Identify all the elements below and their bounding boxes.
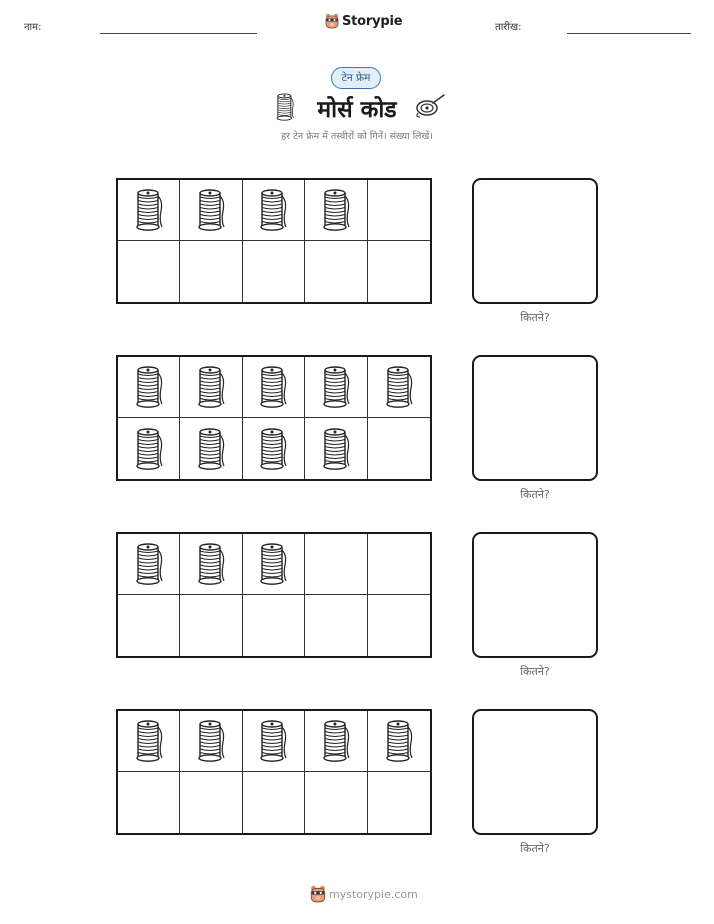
- thread-spool-icon: [196, 364, 226, 410]
- frame-cell: [180, 180, 242, 241]
- thread-spool-icon: [196, 541, 226, 587]
- answer-box-1[interactable]: [472, 178, 598, 304]
- thread-spool-icon: [196, 718, 226, 764]
- frame-cell: [118, 711, 180, 772]
- frame-cell: [305, 180, 367, 241]
- frame-cell: [243, 241, 305, 302]
- answer-box-4[interactable]: [472, 709, 598, 835]
- answer-label-1: कितने?: [520, 311, 550, 324]
- thread-spool-icon: [196, 187, 226, 233]
- frame-cell: [305, 418, 367, 479]
- thread-spool-icon: [134, 187, 164, 233]
- topic-badge: टेन फ्रेम: [331, 67, 381, 89]
- thread-spool-icon: [321, 426, 351, 472]
- date-field[interactable]: [567, 33, 691, 34]
- frame-cell: [118, 595, 180, 656]
- telegraph-key-icon: [414, 93, 446, 119]
- frame-cell: [118, 418, 180, 479]
- frame-cell: [180, 711, 242, 772]
- frame-cell: [180, 595, 242, 656]
- storypie-logo-icon: [325, 13, 339, 29]
- frame-cell: [118, 180, 180, 241]
- frame-cell: [180, 534, 242, 595]
- frame-cell: [305, 357, 367, 418]
- frame-cell: [243, 180, 305, 241]
- frame-cell: [368, 180, 430, 241]
- footer: [310, 885, 418, 903]
- thread-spool-icon: [134, 541, 164, 587]
- answer-label-4: कितने?: [520, 842, 550, 855]
- thread-spool-icon: [134, 426, 164, 472]
- thread-spool-icon: [258, 541, 288, 587]
- page-title: मोर्स कोड: [317, 97, 397, 123]
- brand-name: Storypie: [342, 13, 403, 29]
- thread-spool-icon: [384, 718, 414, 764]
- frame-cell: [243, 711, 305, 772]
- name-label: नाम:: [24, 22, 42, 33]
- answer-label-3: कितने?: [520, 665, 550, 678]
- frame-cell: [305, 534, 367, 595]
- brand-logo: [325, 13, 402, 29]
- thread-spool-icon: [258, 426, 288, 472]
- frame-cell: [243, 534, 305, 595]
- frame-cell: [305, 711, 367, 772]
- frame-cell: [368, 418, 430, 479]
- frame-cell: [243, 357, 305, 418]
- frame-cell: [368, 534, 430, 595]
- frame-cell: [118, 241, 180, 302]
- frame-cell: [368, 357, 430, 418]
- frame-cell: [180, 357, 242, 418]
- name-field[interactable]: [100, 33, 257, 34]
- storypie-logo-icon: [310, 885, 326, 903]
- thread-spool-icon: [258, 187, 288, 233]
- frame-cell: [118, 772, 180, 833]
- thread-spool-icon: [321, 718, 351, 764]
- footer-url: mystorypie.com: [329, 887, 418, 901]
- thread-spool-icon: [196, 426, 226, 472]
- thread-spool-icon: [258, 364, 288, 410]
- frame-cell: [180, 241, 242, 302]
- answer-box-3[interactable]: [472, 532, 598, 658]
- frame-cell: [368, 241, 430, 302]
- thread-spool-icon: [134, 364, 164, 410]
- frame-cell: [368, 595, 430, 656]
- thread-spool-icon: [134, 718, 164, 764]
- frame-cell: [243, 772, 305, 833]
- frame-cell: [305, 241, 367, 302]
- thread-spool-icon: [321, 187, 351, 233]
- frame-cell: [305, 772, 367, 833]
- frame-cell: [243, 595, 305, 656]
- frame-cell: [243, 418, 305, 479]
- frame-cell: [118, 534, 180, 595]
- frame-cell: [368, 772, 430, 833]
- thread-spool-icon: [384, 364, 414, 410]
- ten-frame-4: [116, 709, 432, 835]
- thread-spool-icon: [321, 364, 351, 410]
- ten-frame-3: [116, 532, 432, 658]
- instructions: हर टेन फ्रेम में तस्वीरों को गिनें। संख्या लिखें।: [281, 131, 433, 142]
- frame-cell: [118, 357, 180, 418]
- answer-box-2[interactable]: [472, 355, 598, 481]
- date-label: तारीख:: [495, 22, 522, 33]
- ten-frame-1: [116, 178, 432, 304]
- thread-spool-icon: [258, 718, 288, 764]
- answer-label-2: कितने?: [520, 488, 550, 501]
- frame-cell: [180, 418, 242, 479]
- frame-cell: [305, 595, 367, 656]
- frame-cell: [368, 711, 430, 772]
- ten-frame-2: [116, 355, 432, 481]
- frame-cell: [180, 772, 242, 833]
